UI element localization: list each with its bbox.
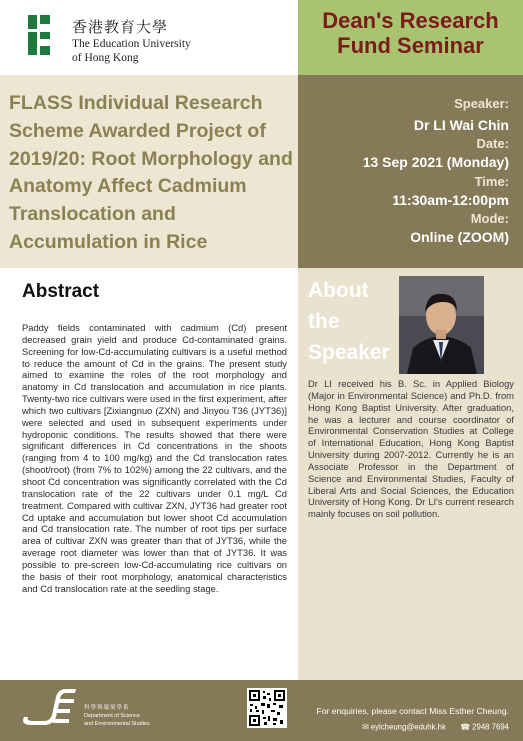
department-name-en-line2: and Environmental Studies	[84, 721, 150, 727]
seminar-title-line1: Dean's Research	[322, 8, 499, 33]
qr-code-icon[interactable]	[247, 688, 287, 728]
seminar-title	[298, 8, 523, 58]
contact-email[interactable]: eylcheung@eduhk.hk	[370, 722, 446, 732]
event-time: 11:30am-12:00pm	[392, 192, 509, 208]
about-heading-line1: About	[308, 279, 369, 302]
university-name-en-line1: The Education University	[72, 38, 191, 50]
abstract-body: Paddy fields contaminated with cadmium (Cd) present decreased grain yield and produce Cd-contaminated grains. Screening for low-Cd-accumulating cultivars is a useful method to reduce the amount of Cd in the grains. The present study aimed to examine the roles of the root morphology and anatomy in Cd translocation and accumulation in rice plants. Twenty-two rice cultivars were used in the first experiment, after which two cultivars [Zixiangnuo (ZXN) and Jinyou T36 (JYT36)] were selected and used in subsequent experiments under hydroponic conditions. The results showed that there were significant differences in Cd concentrations in the shoots (ranging from 4 to 100 mg/kg) and the Cd translocation rates (shoot/root) (from 7% to 102%) among the 22 cultivars, and the shoot Cd concentration was significantly correlated with the Cd translocation rate of the 22 cultivars under 0.1 mg/L Cd treatment. Compared with cultivar ZXN, JYT36 had greater root Cd uptake and accumulation but lower shoot Cd accumulation and Cd translocation rate. The number of root tips per surface area of cultivar ZXN was greater than that of JYT36, while the average root diameter was lower than that of JYT36. It was possible to pre-screen low-Cd-accumulating rice cultivars on the basis of their root morphology, anatomical characteristics and Cd translocation rate at the seedling stage.	[22, 322, 287, 594]
phone-icon: ☎	[460, 722, 470, 732]
department-name-en-line1: Department of Science	[84, 713, 140, 719]
mode-label: Mode:	[470, 211, 509, 226]
time-label: Time:	[474, 174, 509, 189]
about-heading-line3: Speaker	[308, 341, 390, 364]
abstract-heading: Abstract	[22, 281, 100, 302]
department-name-cn: 科學與環境學系	[84, 705, 130, 711]
about-heading-line2: the	[308, 310, 340, 333]
contact-row	[362, 722, 509, 731]
university-name-en-line2: of Hong Kong	[72, 52, 139, 64]
event-date: 13 Sep 2021 (Monday)	[362, 154, 509, 170]
department-logo-icon	[18, 687, 78, 729]
talk-title: FLASS Individual Research Scheme Awarded Project of 2019/20: Root Morphology and Anatomy Affect Cadmium Translocation and Accumulation in Rice	[9, 92, 293, 253]
contact-phone: 2948 7694	[472, 722, 509, 732]
seminar-title-line2: Fund Seminar	[337, 33, 484, 58]
eduhk-logo-icon	[28, 15, 50, 55]
event-mode: Online (ZOOM)	[410, 229, 509, 245]
seminar-title-box	[298, 0, 523, 75]
university-name-cn: 香港教育大學	[72, 18, 169, 36]
speaker-name: Dr LI Wai Chin	[413, 117, 509, 133]
email-icon: ✉	[362, 722, 369, 732]
speaker-portrait-icon	[399, 276, 484, 374]
date-label: Date:	[476, 136, 509, 151]
event-info-panel	[298, 75, 523, 268]
enquiry-text: For enquiries, please contact Miss Esther Cheung.	[316, 706, 509, 716]
speaker-bio: Dr LI received his B. Sc. in Applied Biology (Major in Environmental Science) and Ph.D. from Hong Kong Baptist University. After graduation, he was a lecturer and course coordinator of Environmental Conservation Studies at College of International Education, Hong Kong Baptist University during 2007-2012. Currently he is an Associate Professor in the Department of Science and Environmental Studies, Faculty of Liberal Arts and Social Sciences, the Education University of Hong Kong. Dr LI's current research mainly focuses on soil pollution.	[308, 378, 514, 520]
speaker-label: Speaker:	[454, 96, 509, 111]
about-heading	[308, 275, 398, 368]
